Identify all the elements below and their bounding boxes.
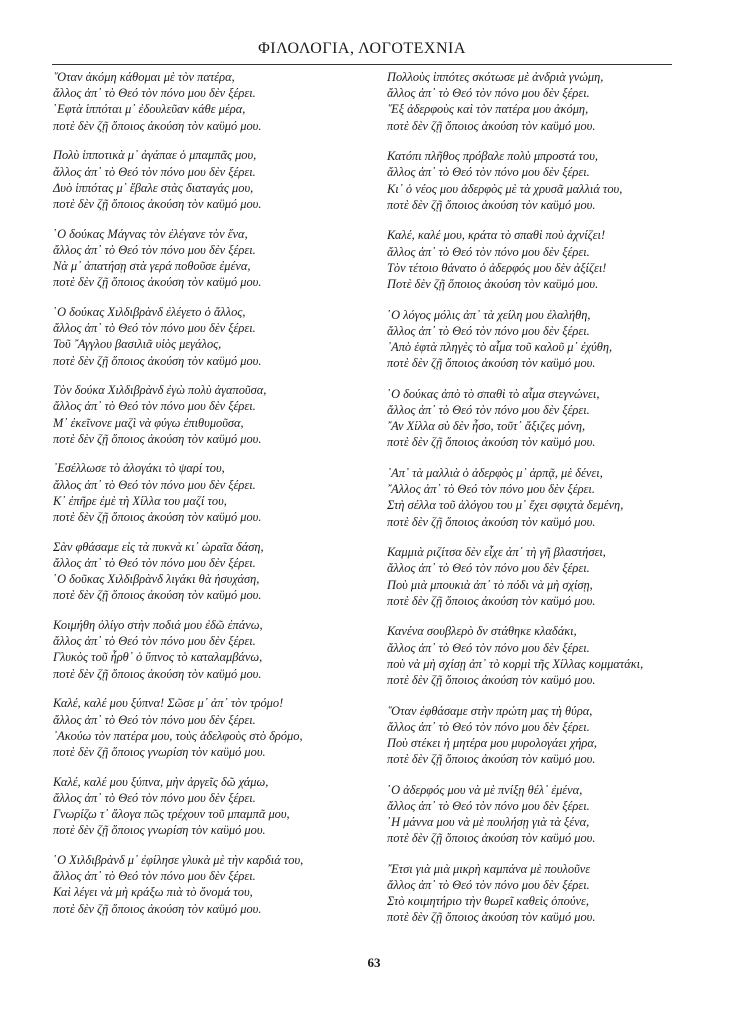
verse-line: ποτὲ δὲν ζῇ ὅποιος ἀκούση τὸν καϋμό μου. [387,356,596,371]
stanza [387,69,687,148]
verse-line: ποτὲ δὲν ζῇ ὅποιος ἀκούση τὸν καϋμό μου. [53,588,262,603]
verse-line: ποτὲ δὲν ζῇ ὅποιος ἀκούση τὸν καϋμό μου. [387,831,596,846]
left-column [53,69,353,930]
stanza [387,227,687,306]
verse-line: Καλέ, καλέ μου ξύπνα, μὴν ἀργεῖς δῶ χάμω, [53,774,269,789]
verse-line: ῾Ο δούκας Χιλδιβρὰνδ ἐλέγετο ὁ ἄλλος, [53,304,246,319]
verse-line: Καμμιὰ ριζίτσα δὲν εἶχε ἀπ᾽ τὴ γῆ βλαστήσει, [387,545,606,560]
stanza [53,617,353,695]
verse-line: ᾽Ακούω τὸν πατέρα μου, τοὺς ἀδελφοὺς στὸ δρόμο, [53,728,303,743]
verse-line: ποτὲ δὲν ζῇ ὅποιος ἀκούση τὸν καϋμό μου. [53,275,262,290]
section-title: ΦΙΛΟΛΟΓΙΑ, ΛΟΓΟΤΕΧΝΙΑ [258,40,466,57]
verse-line: ἄλλος ἀπ᾽ τὸ Θεό τὸν πόνο μου δὲν ξέρει. [53,712,256,727]
verse-line: ῾Η μάννα μου νὰ μὲ πουλήσῃ γιὰ τὰ ξένα, [387,815,590,830]
verse-line: ῞Οταν ἐφθάσαμε στὴν πρώτη μας τὴ θύρα, [387,703,593,718]
verse-line: ποτὲ δὲν ζῇ ὅποιος ἀκούση τὸν καϋμό μου. [53,118,262,133]
verse-line: ἄλλος ἀπ᾽ τὸ Θεό τὸν πόνο μου δὲν ξέρει. [53,164,256,179]
verse-line: ῾Ο λόγος μόλις ἀπ᾽ τὰ χείλη μου ἐλαλήθη, [387,307,591,322]
verse-line: ἄλλος ἀπ᾽ τὸ Θεό τὸν πόνο μου δὲν ξέρει. [53,555,256,570]
verse-line: ποτὲ δὲν ζῇ ὅποιος ἀκούση τὸν καϋμό μου. [387,672,596,687]
verse-line: Πολλοὺς ἱππότες σκότωσε μὲ ἀνδριὰ γνώμη, [387,70,604,84]
page-number: 63 [367,955,381,970]
verse-line: ποὺ νὰ μὴ σχίσῃ ἀπ᾽ τὸ κορμὶ τῆς Χίλλας κομματάκι, [387,656,644,671]
verse-line: Κι᾽ ὁ νέος μου ἀδερφὸς μὲ τὰ χρυσᾶ μαλλιά του, [387,181,623,196]
stanza [387,465,687,544]
verse-line: Καὶ λέγει νὰ μὴ κράξω πιὰ τὸ ὄνομά του, [53,885,253,900]
verse-line: Γνωρίζω τ᾽ ἄλογα πῶς τρέχουν τοῦ μπαμπᾶ μου, [53,807,290,822]
verse-line: ἄλλος ἀπ᾽ τὸ Θεό τὸν πόνο μου δὲν ξέρει. [53,869,256,884]
verse-line: Ποὺ μιὰ μπουκιὰ ἀπ᾽ τὸ πόδι νὰ μὴ σχίσῃ, [387,577,593,592]
verse-line: ποτὲ δὲν ζῇ ὅποιος ἀκούση τὸν καϋμό μου. [387,593,596,608]
verse-line: ἄλλος ἀπ᾽ τὸ Θεό τὸν πόνο μου δὲν ξέρει. [387,798,590,813]
verse-line: ῞Οταν ἀκόμη κάθομαι μὲ τὸν πατέρα, [53,70,235,84]
verse-line: ἄλλος ἀπ᾽ τὸ Θεό τὸν πόνο μου δὲν ξέρει. [387,86,590,101]
verse-line: ῞Εξ ἀδερφοὺς καὶ τὸν πατέρα μου ἀκόμη, [387,102,589,117]
verse-line: ἄλλος ἀπ᾽ τὸ Θεό τὸν πόνο μου δὲν ξέρει. [53,477,256,492]
verse-line: Στὴ σέλλα τοῦ ἀλόγου του μ᾽ ἔχει σφιχτὰ δεμένη, [387,498,624,513]
verse-line: ἄλλος ἀπ᾽ τὸ Θεό τὸν πόνο μου δὲν ξέρει. [53,86,256,101]
stanza [387,703,687,782]
verse-line: ποτὲ δὲν ζῇ ὅποιος ἀκούση τὸν καϋμό μου. [53,666,262,681]
verse-line: ῾Ο δούκας ἀπὸ τὸ σπαθὶ τὸ αἷμα στεγνώνει, [387,386,600,401]
verse-line: Σὰν φθάσαμε εἰς τὰ πυκνὰ κι᾽ ὡραῖα δάση, [53,539,264,554]
verse-line: ἄλλος ἀπ᾽ τὸ Θεό τὸν πόνο μου δὲν ξέρει. [387,244,590,259]
verse-line: Ποτὲ δὲν ζῇ ὅποιος ἀκούση τὸν καϋμό μου. [387,276,599,291]
verse-line: ποτὲ δὲν ζῇ ὅποιος ἀκούση τὸν καϋμό μου. [387,197,596,212]
page-header [52,38,672,65]
stanza [387,386,687,465]
stanza [387,782,687,861]
verse-line: Μ᾽ ἐκεῖνονε μαζὶ νὰ φύγω ἐπιθυμοῦσα, [53,415,244,430]
stanza [53,304,353,382]
verse-line: Δυὸ ἱππότας μ᾽ ἔβαλε στὰς διαταγάς μου, [53,180,254,195]
verse-line: ἄλλος ἀπ᾽ τὸ Θεό τὸν πόνο μου δὲν ξέρει. [387,878,590,893]
stanza [387,544,687,623]
verse-line: ποτὲ δὲν ζῇ ὅποιος ἀκούση τὸν καϋμό μου. [53,353,262,368]
verse-line: ἄλλος ἀπ᾽ τὸ Θεό τὸν πόνο μου δὲν ξέρει. [387,561,590,576]
stanza [53,852,353,930]
verse-line: ἄλλος ἀπ᾽ τὸ Θεό τὸν πόνο μου δὲν ξέρει. [53,321,256,336]
verse-line: ἄλλος ἀπ᾽ τὸ Θεό τὸν πόνο μου δὲν ξέρει. [53,634,256,649]
verse-line: Τοῦ ῎Αγγλου βασιλιᾶ υἱὸς μεγάλος, [53,337,222,352]
verse-line: ἄλλος ἀπ᾽ τὸ Θεό τὸν πόνο μου δὲν ξέρει. [387,640,590,655]
verse-line: Καλέ, καλέ μου ξύπνα! Σῶσε μ᾽ ἀπ᾽ τὸν τρόμο! [53,696,284,711]
verse-line: Γλυκὸς τοῦ ἦρθ᾽ ὁ ὕπνος τὸ καταλαμβάνω, [53,650,263,665]
verse-line: ῾Ο δούκας Μάγνας τὸν ἐλέγανε τὸν ἕνα, [53,226,248,241]
verse-line: ῾Ο Χιλδιβρὰνδ μ᾽ ἐφίλησε γλυκὰ μὲ τὴν καρδιά του, [53,852,304,867]
right-column [387,69,687,940]
verse-line: ἄλλος ἀπ᾽ τὸ Θεό τὸν πόνο μου δὲν ξέρει. [53,242,256,257]
stanza [53,695,353,773]
verse-line: Κατόπι πλῆθος πρόβαλε πολὺ μπροστά του, [387,149,598,164]
stanza [387,148,687,227]
stanza [387,307,687,386]
verse-line: Κοιμήθη ὀλίγο στὴν ποδιά μου ἐδῶ ἐπάνω, [53,618,263,633]
verse-line: ποτὲ δὲν ζῇ ὅποιος ἀκούση τὸν καϋμό μου. [53,431,262,446]
verse-line: ποτὲ δὲν ζῇ ὅποιος ἀκούση τὸν καϋμό μου. [387,752,596,767]
stanza [53,382,353,460]
verse-line: ἄλλος ἀπ᾽ τὸ Θεό τὸν πόνο μου δὲν ξέρει. [53,790,256,805]
verse-line: Κ᾽ ἐπῆρε ἐμὲ τὴ Χίλλα του μαζί του, [53,493,227,508]
verse-line: ποτὲ δὲν ζῇ ὅποιος ἀκούση τὸν καϋμό μου. [387,118,596,133]
verse-line: ποτὲ δὲν ζῇ ὅποιος ἀκούση τὸν καϋμό μου. [53,196,262,211]
verse-line: Νὰ μ᾽ ἀπατήσῃ στὰ γερά ποθοῦσε ἐμένα, [53,259,251,273]
stanza [53,226,353,304]
verse-line: ποτὲ δὲν ζῇ ὅποιος γνωρίση τὸν καϋμό μου. [53,744,266,759]
verse-line: ᾽Απ᾽ τὰ μαλλιὰ ὁ ἀδερφὸς μ᾽ ἁρπᾷ, μὲ δένει, [387,465,603,480]
stanza [53,774,353,852]
verse-line: Τὸν δούκα Χιλδιβρὰνδ ἐγὼ πολὺ ἀγαποῦσα, [53,383,267,398]
verse-line: Τὸν τέτοιο θάνατο ὁ ἀδερφός μου δὲν ἀξίζει! [387,260,607,275]
verse-line: ῾Ο ἀδερφός μου νὰ μὲ πνίξῃ θέλ᾽ ἐμένα, [387,782,583,797]
verse-line: ποτὲ δὲν ζῇ ὅποιος ἀκούση τὸν καϋμό μου. [53,510,262,525]
verse-line: ᾽Απὸ ἑφτὰ πληγὲς τὸ αἷμα τοῦ καλοῦ μ᾽ ἐχύθη, [387,339,613,354]
stanza [387,623,687,702]
verse-line: ῾Ο δοῦκας Χιλδιβρὰνδ λιγάκι θὰ ἡσυχάση, [53,572,260,587]
verse-line: ἄλλος ἀπ᾽ τὸ Θεό τὸν πόνο μου δὲν ξέρει. [387,402,590,417]
verse-line: Καλέ, καλέ μου, κράτα τὸ σπαθὶ ποὺ ἀχνίζει! [387,228,606,243]
verse-line: ποτὲ δὲν ζῇ ὅποιος ἀκούση τὸν καϋμό μου. [387,910,596,925]
stanza [53,147,353,225]
verse-line: ῎Ετσι γιὰ μιὰ μικρὴ καμπάνα μὲ πουλοῦνε [387,861,591,876]
verse-line: ποτὲ δὲν ζῇ ὅποιος ἀκούση τὸν καϋμό μου. [387,435,596,450]
stanza [53,69,353,147]
verse-line: ῎Αν Χίλλα σὺ δὲν ἦσο, τοῦτ᾽ ἄξιζες μόνη, [387,419,586,434]
verse-line: Στὸ κοιμητήριο τὴν θωρεῖ καθεὶς ὁπούνε, [387,894,590,909]
verse-line: ῎Αλλος ἀπ᾽ τὸ Θεό τὸν πόνο μου δὲν ξέρει. [387,482,595,497]
verse-line: Κανένα σουβλερὸ δν στάθηκε κλαδάκι, [387,624,577,639]
verse-line: ποτὲ δὲν ζῇ ὅποιος ἀκούση τὸν καϋμό μου. [53,901,262,916]
verse-line: ᾽Εσέλλωσε τὸ ἀλογάκι τὸ ψαρί του, [53,461,225,476]
verse-line: ἄλλος ἀπ᾽ τὸ Θεό τὸν πόνο μου δὲν ξέρει. [53,399,256,414]
verse-line: ἄλλος ἀπ᾽ τὸ Θεό τὸν πόνο μου δὲν ξέρει. [387,719,590,734]
verse-line: Πολὺ ἱπποτικὰ μ᾽ ἀγάπαε ὁ μπαμπᾶς μου, [53,148,257,163]
verse-line: ῾Εφτὰ ἱππόται μ᾽ ἐδουλεῦαν κάθε μέρα, [53,102,246,117]
verse-line: ἄλλος ἀπ᾽ τὸ Θεό τὸν πόνο μου δὲν ξέρει. [387,323,590,338]
verse-line: Ποὺ στέκει ἡ μητέρα μου μυρολογάει χήρα, [387,735,597,750]
stanza [53,539,353,617]
verse-line: ποτὲ δὲν ζῇ ὅποιος γνωρίση τὸν καϋμό μου. [53,823,266,838]
verse-line: ποτὲ δὲν ζῇ ὅποιος ἀκούση τὸν καϋμό μου. [387,514,596,529]
stanza [53,460,353,538]
verse-line: ἄλλος ἀπ᾽ τὸ Θεό τὸν πόνο μου δὲν ξέρει. [387,165,590,180]
stanza [387,861,687,940]
